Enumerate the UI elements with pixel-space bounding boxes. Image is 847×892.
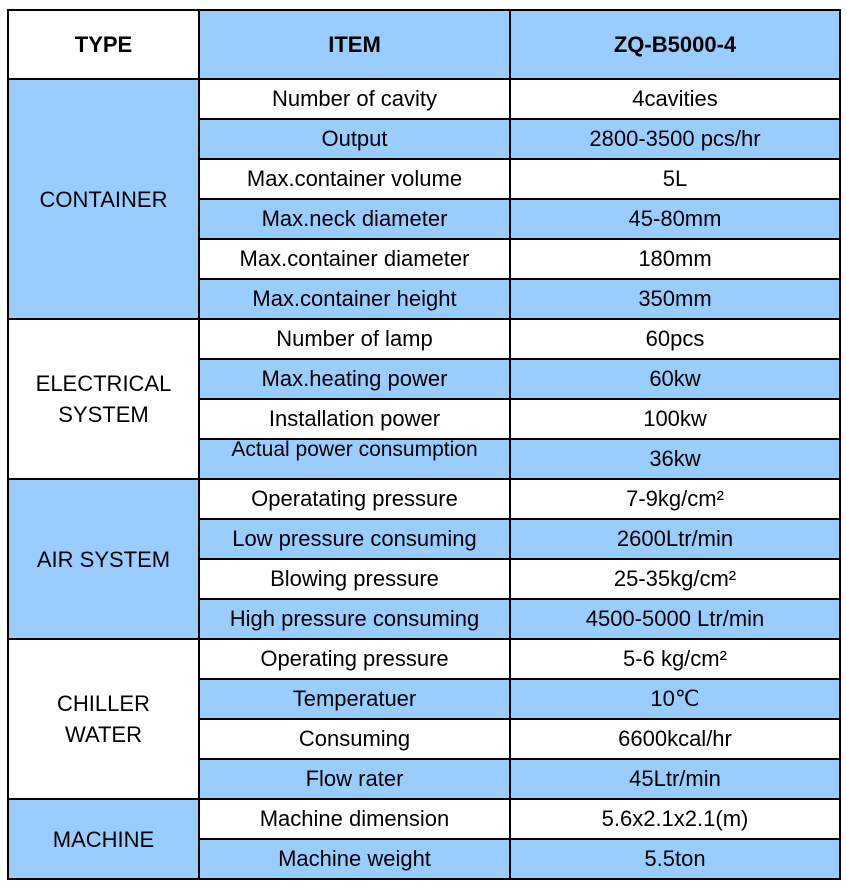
value-cell: 6600kcal/hr xyxy=(510,719,840,759)
item-cell: Output xyxy=(199,119,510,159)
value-cell: 5-6 kg/cm² xyxy=(510,639,840,679)
value-cell: 36kw xyxy=(510,439,840,479)
spec-body xyxy=(8,79,840,879)
value-cell: 350mm xyxy=(510,279,840,319)
item-cell: Number of cavity xyxy=(199,79,510,119)
item-cell: Temperatuer xyxy=(199,679,510,719)
item-cell: Max.heating power xyxy=(199,359,510,399)
value-cell: 7-9kg/cm² xyxy=(510,479,840,519)
value-cell: 10℃ xyxy=(510,679,840,719)
item-cell: Max.neck diameter xyxy=(199,199,510,239)
item-cell xyxy=(199,439,510,479)
type-cell xyxy=(8,479,199,639)
value-cell: 2800-3500 pcs/hr xyxy=(510,119,840,159)
type-label: WATER xyxy=(65,722,142,747)
item-cell: Blowing pressure xyxy=(199,559,510,599)
item-cell: Operatating pressure xyxy=(199,479,510,519)
item-cell: Number of lamp xyxy=(199,319,510,359)
value-cell: 60pcs xyxy=(510,319,840,359)
value-cell: 45-80mm xyxy=(510,199,840,239)
item-cell: Machine weight xyxy=(199,839,510,879)
header-type: TYPE xyxy=(8,10,199,79)
type-cell xyxy=(8,799,199,879)
type-label: MACHINE xyxy=(52,826,155,852)
value-cell: 45Ltr/min xyxy=(510,759,840,799)
value-cell: 2600Ltr/min xyxy=(510,519,840,559)
value-cell: 25-35kg/cm² xyxy=(510,559,840,599)
type-label: SYSTEM xyxy=(58,402,149,427)
item-cell: Max.container height xyxy=(199,279,510,319)
item-cell: Operating pressure xyxy=(199,639,510,679)
header-model: ZQ-B5000-4 xyxy=(510,10,840,79)
value-cell: 5.6x2.1x2.1(m) xyxy=(510,799,840,839)
table-row xyxy=(8,319,840,359)
type-label: ELECTRICAL xyxy=(35,371,172,396)
header-row xyxy=(8,10,840,79)
table-row xyxy=(8,479,840,519)
table-row xyxy=(8,799,840,839)
type-label: AIR SYSTEM xyxy=(36,546,171,572)
item-cell: Consuming xyxy=(199,719,510,759)
item-cell: Installation power xyxy=(199,399,510,439)
type-cell xyxy=(8,319,199,479)
item-label: Actual power consumption xyxy=(231,439,478,461)
type-label: CONTAINER xyxy=(39,186,168,212)
type-label: CHILLER xyxy=(57,691,150,716)
value-cell: 60kw xyxy=(510,359,840,399)
value-cell: 5.5ton xyxy=(510,839,840,879)
item-cell: Machine dimension xyxy=(199,799,510,839)
value-cell: 180mm xyxy=(510,239,840,279)
item-cell: High pressure consuming xyxy=(199,599,510,639)
type-cell xyxy=(8,639,199,799)
item-cell: Max.container volume xyxy=(199,159,510,199)
item-cell: Max.container diameter xyxy=(199,239,510,279)
spec-table xyxy=(7,9,841,880)
table-row xyxy=(8,79,840,119)
value-cell: 100kw xyxy=(510,399,840,439)
value-cell: 4cavities xyxy=(510,79,840,119)
header-item: ITEM xyxy=(199,10,510,79)
value-cell: 4500-5000 Ltr/min xyxy=(510,599,840,639)
item-cell: Low pressure consuming xyxy=(199,519,510,559)
type-cell xyxy=(8,79,199,319)
table-row xyxy=(8,639,840,679)
item-cell: Flow rater xyxy=(199,759,510,799)
value-cell: 5L xyxy=(510,159,840,199)
